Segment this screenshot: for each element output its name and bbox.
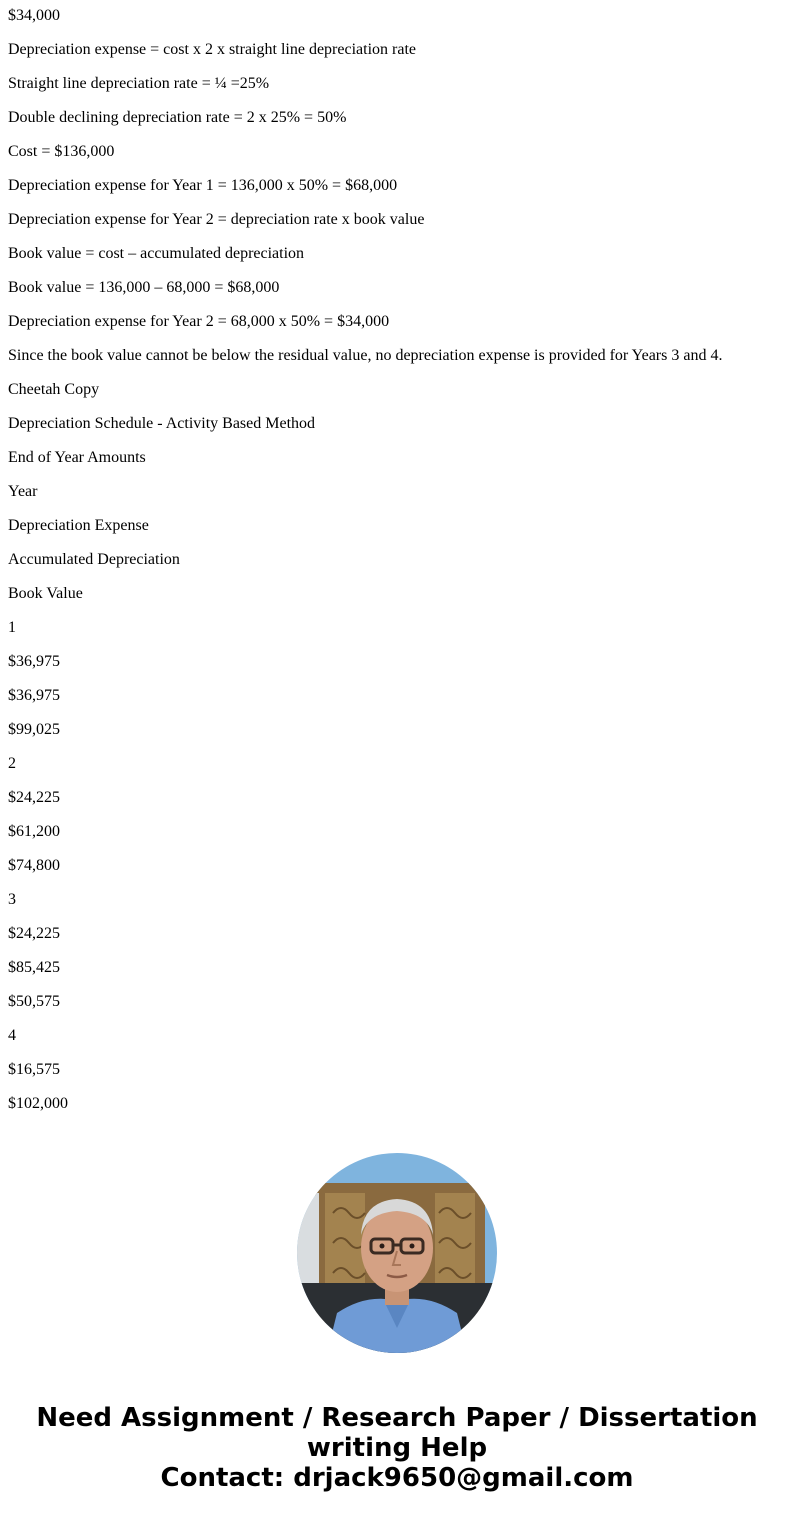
schedule-subtitle: End of Year Amounts: [8, 449, 146, 466]
author-photo: [297, 1153, 497, 1353]
avatar: [297, 1153, 497, 1353]
table-cell: 4: [8, 1027, 16, 1044]
column-header-accumulated-depreciation: Accumulated Depreciation: [8, 551, 180, 568]
document-body: [8, 0, 786, 1122]
text-line: Since the book value cannot be below the residual value, no depreciation expense is provided for Years 3 and 4.: [8, 347, 723, 364]
text-line: Double declining depreciation rate = 2 x 25% = 50%: [8, 109, 347, 126]
column-header-book-value: Book Value: [8, 585, 83, 602]
table-cell: $36,975: [8, 653, 60, 670]
table-cell: $61,200: [8, 823, 60, 840]
text-line: Straight line depreciation rate = ¼ =25%: [8, 75, 270, 92]
table-cell: $85,425: [8, 959, 60, 976]
text-line: Book value = 136,000 – 68,000 = $68,000: [8, 279, 280, 296]
column-header-depreciation-expense: Depreciation Expense: [8, 517, 149, 534]
section-title: Cheetah Copy: [8, 381, 100, 398]
table-cell: $50,575: [8, 993, 60, 1010]
text-line: Depreciation expense = cost x 2 x straight line depreciation rate: [8, 41, 416, 58]
text-line: Depreciation expense for Year 2 = depreciation rate x book value: [8, 211, 425, 228]
table-cell: 3: [8, 891, 16, 908]
text-line: Cost = $136,000: [8, 143, 115, 160]
text-line: Depreciation expense for Year 2 = 68,000 x 50% = $34,000: [8, 313, 390, 330]
schedule-title: Depreciation Schedule - Activity Based Method: [8, 415, 316, 432]
column-header-year: Year: [8, 483, 38, 500]
table-cell: $99,025: [8, 721, 60, 738]
table-cell: $74,800: [8, 857, 60, 874]
table-cell: $36,975: [8, 687, 60, 704]
footer-line-1: Need Assignment / Research Paper / Dissertation: [36, 1403, 758, 1433]
table-cell: 1: [8, 619, 16, 636]
table-cell: $16,575: [8, 1061, 60, 1078]
table-cell: 2: [8, 755, 16, 772]
footer-line-2: writing Help: [306, 1433, 488, 1463]
text-line: Depreciation expense for Year 1 = 136,000 x 50% = $68,000: [8, 177, 398, 194]
footer-contact-email: Contact: drjack9650@gmail.com: [160, 1463, 634, 1493]
table-cell: $24,225: [8, 925, 60, 942]
table-cell: $24,225: [8, 789, 60, 806]
text-line: Book value = cost – accumulated depreciation: [8, 245, 305, 262]
table-cell: $102,000: [8, 1095, 68, 1112]
text-line: $34,000: [8, 7, 60, 24]
footer-contact-banner: [0, 1403, 794, 1493]
